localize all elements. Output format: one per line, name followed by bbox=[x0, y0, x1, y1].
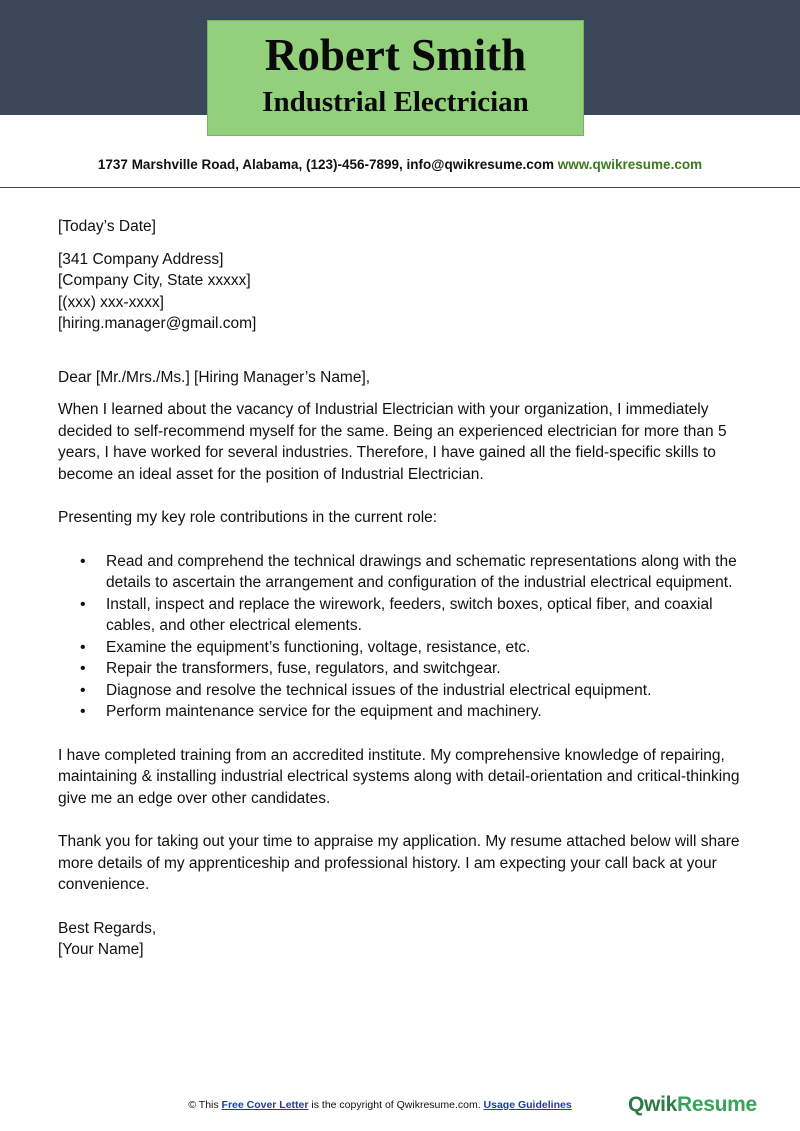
list-item: • Examine the equipment’s functioning, voltage, resistance, etc. bbox=[58, 637, 748, 659]
website-link[interactable]: www.qwikresume.com bbox=[557, 157, 703, 172]
list-item: • Install, inspect and replace the wirework, feeders, switch boxes, optical fiber, and coaxial cables, and other electrical elements. bbox=[58, 594, 748, 637]
lead-in: Presenting my key role contributions in the current role: bbox=[58, 509, 438, 526]
usage-guidelines-link[interactable]: Usage Guidelines bbox=[483, 1099, 572, 1111]
intro-paragraph: When I learned about the vacancy of Industrial Electrician with your organization, I immediately decided to self-recommend myself for the same. Being an experienced electrician for more than 5 years, I have worked for several industries. Therefore, I have gained all the field-specific skills to become an ideal asset for the position of Industrial Electrician. bbox=[58, 401, 727, 483]
address-line: [341 Company Address] bbox=[58, 250, 224, 268]
logo-part-qwik: Qwik bbox=[628, 1093, 677, 1116]
signature: [Your Name] bbox=[58, 941, 144, 958]
letter-body bbox=[58, 216, 748, 961]
address-line: [Company City, State xxxxx] bbox=[58, 272, 251, 289]
sign-off: Best Regards, bbox=[58, 919, 157, 937]
candidate-name: Robert Smith bbox=[264, 30, 527, 80]
letter-date: [Today’s Date] bbox=[58, 218, 156, 235]
candidate-title: Industrial Electrician bbox=[262, 86, 529, 118]
header-divider bbox=[0, 187, 800, 188]
training-paragraph: I have completed training from an accredited institute. My comprehensive knowledge of repairing, maintaining & installing industrial electrical systems along with detail-orientation and critical-thinking give me an edge over other candidates. bbox=[58, 746, 740, 807]
list-item: • Read and comprehend the technical drawings and schematic representations along with the details to ascertain the arrangement and configuration of the industrial electrical equipment. bbox=[58, 551, 748, 594]
qwikresume-logo bbox=[628, 1093, 757, 1117]
list-item: • Perform maintenance service for the equipment and machinery. bbox=[58, 701, 748, 723]
list-item: • Repair the transformers, fuse, regulators, and switchgear. bbox=[58, 658, 748, 680]
contributions-list bbox=[58, 551, 748, 723]
contact-line bbox=[0, 157, 800, 172]
footer-prefix: © This bbox=[188, 1099, 222, 1111]
footer-middle: is the copyright of Qwikresume.com. bbox=[308, 1099, 484, 1111]
address-line: [hiring.manager@gmail.com] bbox=[58, 315, 257, 332]
salutation: Dear [Mr./Mrs./Ms.] [Hiring Manager’s Name], bbox=[58, 368, 371, 386]
list-item: • Diagnose and resolve the technical issues of the industrial electrical equipment. bbox=[58, 680, 748, 702]
name-box bbox=[207, 20, 584, 136]
contact-details: 1737 Marshville Road, Alabama, (123)-456-7899, info@qwikresume.com bbox=[97, 157, 555, 172]
free-cover-letter-link[interactable]: Free Cover Letter bbox=[221, 1099, 309, 1111]
closing-paragraph: Thank you for taking out your time to appraise my application. My resume attached below will share more details of my apprenticeship and professional history. I am expecting your call back at your convenience. bbox=[58, 833, 740, 893]
address-line: [(xxx) xxx-xxxx] bbox=[58, 293, 164, 311]
logo-part-resume: Resume bbox=[676, 1093, 757, 1116]
